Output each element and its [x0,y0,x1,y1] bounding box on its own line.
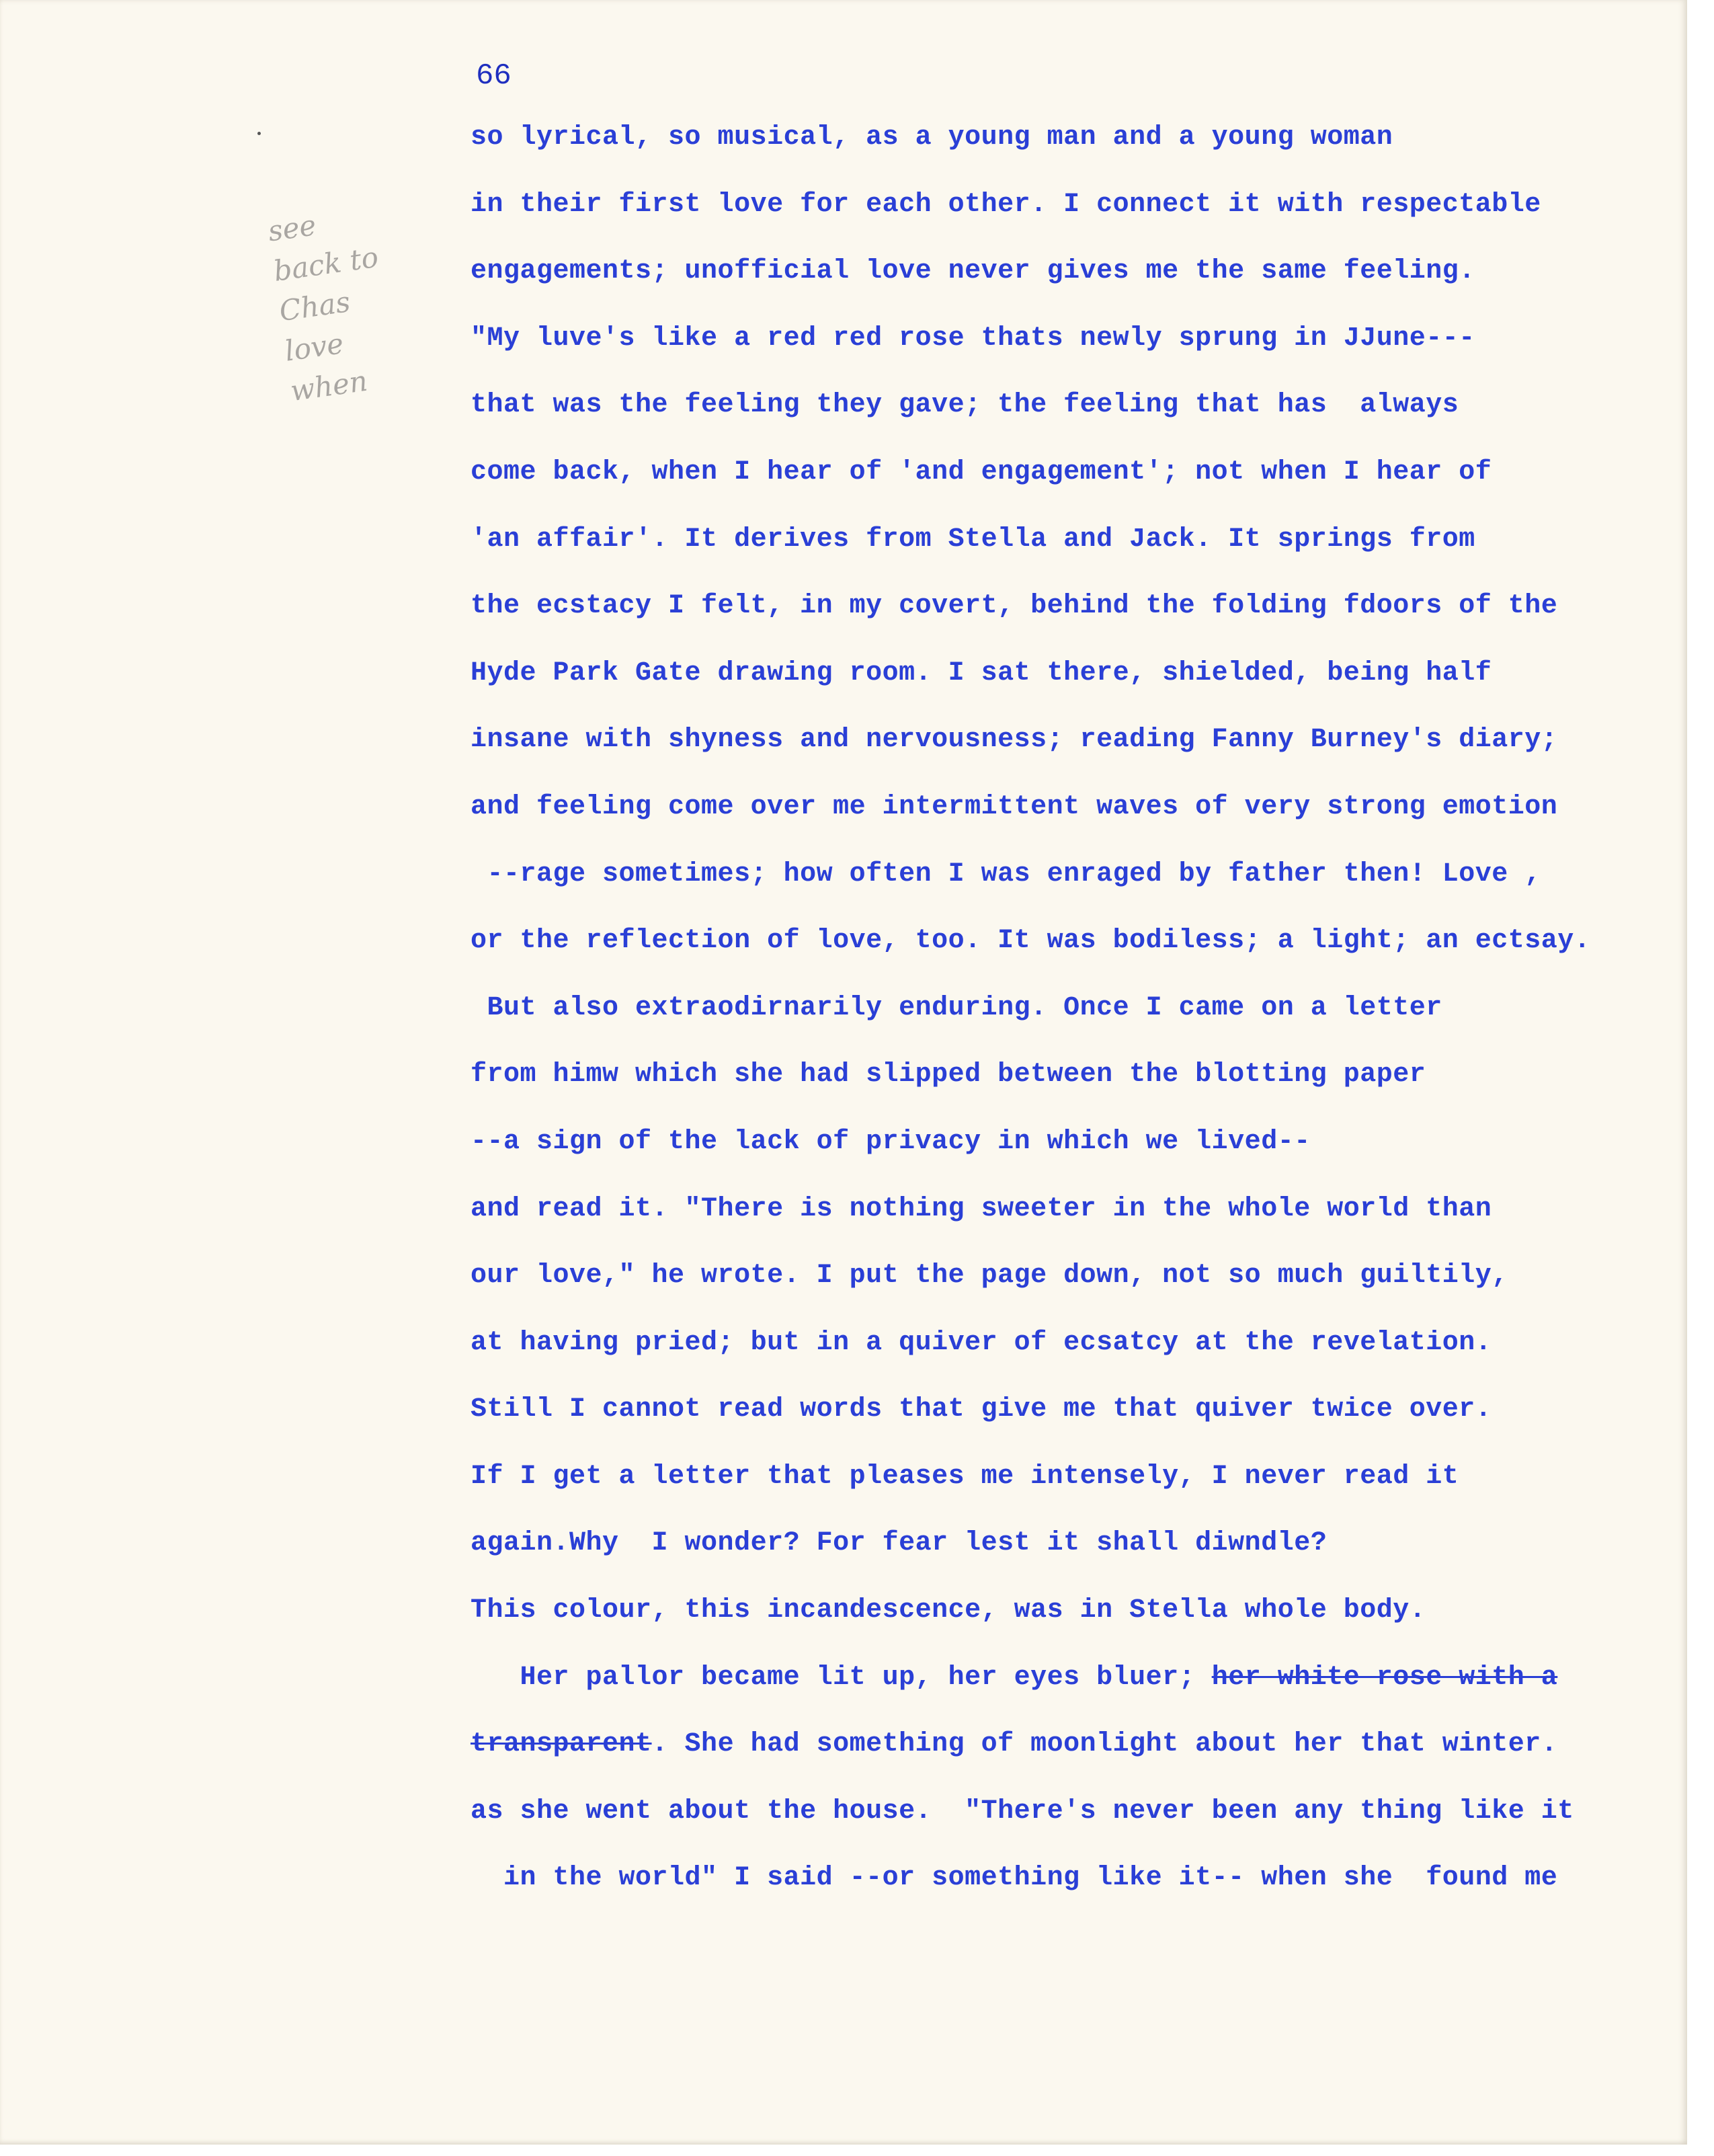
text-line: "My luve's like a red red rose thats newly sprung in JJune--- [471,323,1475,354]
text-line: at having pried; but in a quiver of ecsatcy at the revelation. [471,1327,1492,1358]
text-line-with-strikeout [471,1731,1627,1798]
text-line: --rage sometimes; how often I was enraged by father then! Love , [471,859,1541,889]
text-line: insane with shyness and nervousness; reading Fanny Burney's diary; [471,725,1558,756]
text-line: --a sign of the lack of privacy in which we lived-- [471,1126,1311,1157]
margin-note-line: back to [272,240,380,288]
text-line: that was the feeling they gave; the feeling that has always [471,390,1459,421]
text-line: Hyde Park Gate drawing room. I sat there, shielded, being half [471,657,1492,688]
text-line: our love," he wrote. I put the page down, not so much guiltily, [471,1261,1508,1291]
margin-note-line: Chas [277,285,352,328]
text-line: again.Why I wonder? For fear lest it shall diwndle? [471,1528,1328,1559]
pencil-margin-note [266,191,440,411]
text-line: from himw which she had slipped between the blotting paper [471,1060,1426,1090]
margin-note-line: when [288,364,370,408]
ink-dot [257,132,261,135]
text-line: engagements; unofficial love never gives me the same feeling. [471,256,1475,287]
text-line: But also extraodirnarily enduring. Once I came on a letter [471,992,1442,1023]
text-line-segment: . She had something of moonlight about her that winter. [651,1729,1558,1760]
text-line: and feeling come over me intermittent waves of very strong emotion [471,791,1558,822]
text-line: come back, when I hear of 'and engagement'; not when I hear of [471,456,1492,487]
page-number: 66 [476,59,512,93]
text-line: in their first love for each other. I connect it with respectable [471,189,1541,220]
struck-text: transparent [471,1729,652,1760]
margin-note-line: love [282,327,346,368]
text-line: Still I cannot read words that give me that quiver twice over. [471,1394,1492,1425]
text-line-segment: Her pallor became lit up, her eyes bluer; [471,1662,1212,1693]
text-line: If I get a letter that pleases me intensely, I never read it [471,1461,1459,1492]
text-line: and read it. "There is nothing sweeter in the whole world than [471,1193,1492,1224]
text-line: the ecstacy I felt, in my covert, behind the folding fdoors of the [471,591,1558,622]
text-line: 'an affair'. It derives from Stella and Jack. It springs from [471,524,1475,555]
struck-text: her white rose with a [1211,1662,1558,1693]
typed-text-body [471,124,1627,1932]
text-line: in the world" I said --or something like it-- when she found me [471,1863,1558,1894]
text-line: or the reflection of love, too. It was bodiless; a light; an ectsay. [471,926,1591,957]
text-line: This colour, this incandescence, was in Stella whole body. [471,1595,1426,1626]
text-line: so lyrical, so musical, as a young man and a young woman [471,122,1393,153]
margin-note-line: see [266,208,319,248]
text-line-with-strikeout [471,1662,1627,1732]
text-line: as she went about the house. "There's never been any thing like it [471,1796,1574,1827]
